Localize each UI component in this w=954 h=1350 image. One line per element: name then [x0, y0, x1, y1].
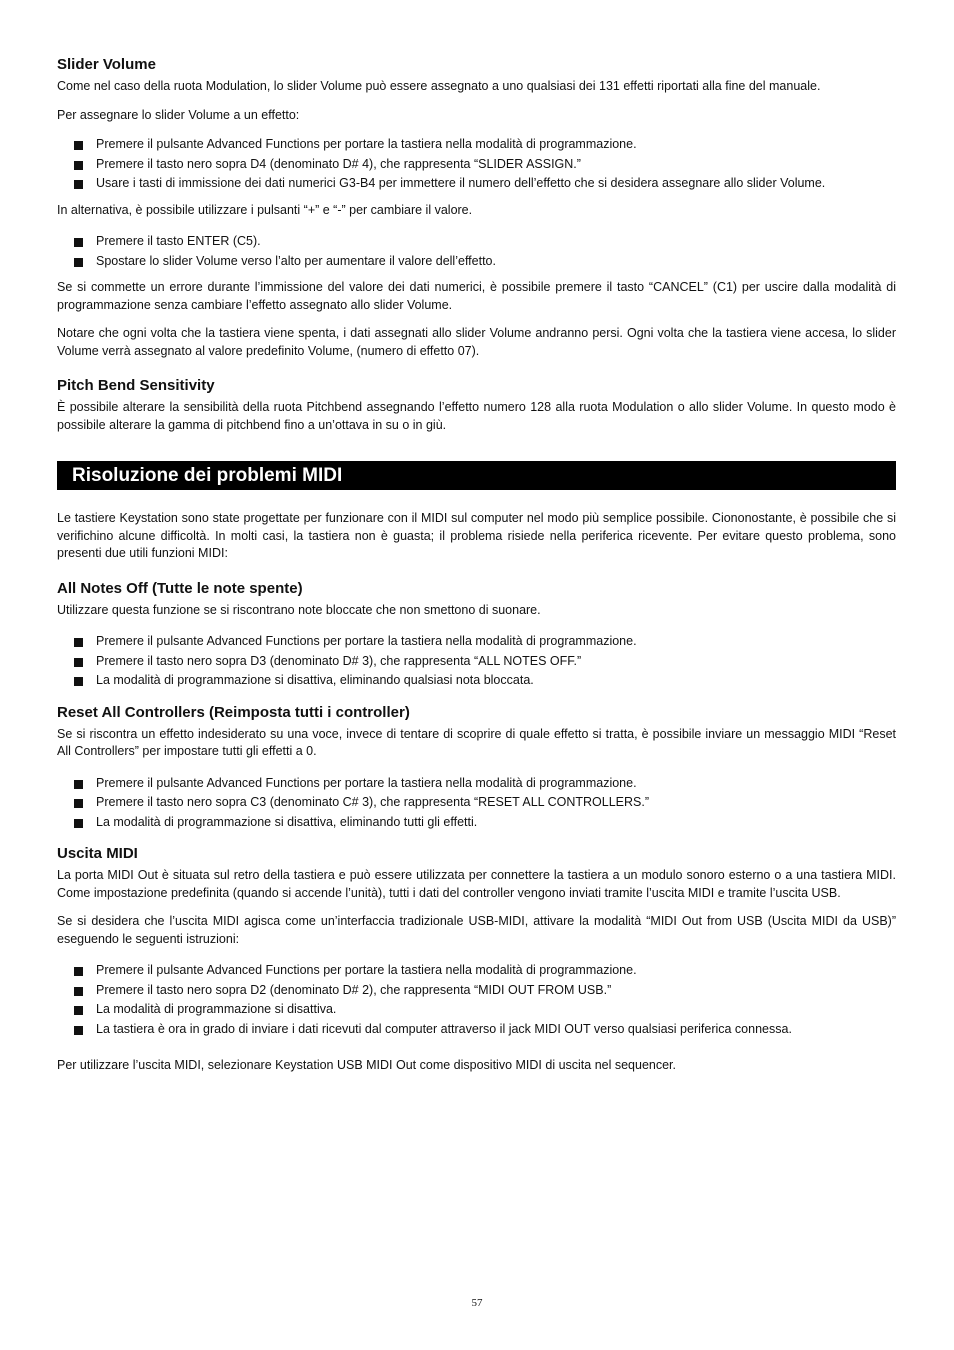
square-bullet-icon: [74, 799, 83, 808]
paragraph: Se si commette un errore durante l’immissione del valore dei dati numerici, è possibile premere il tasto “CANCEL” (C1) per uscire dalla modalità di programmazione senza cambiare l’effetto assegnato allo slider Volume.: [57, 280, 896, 312]
square-bullet-icon: [74, 1006, 83, 1015]
list-item: Premere il tasto ENTER (C5).: [57, 232, 896, 252]
paragraph: Come nel caso della ruota Modulation, lo slider Volume può essere assegnato a uno qualsiasi dei 131 effetti riportati alla fine del manuale.: [57, 79, 821, 93]
heading-pitch-bend: Pitch Bend Sensitivity: [57, 377, 215, 394]
paragraph: È possibile alterare la sensibilità della ruota Pitchbend assegnando l’effetto numero 128 alla ruota Modulation o allo slider Volume. In questo modo è possibile alterare la gamma di pitchbend fino a un’ottava in su o in giù.: [57, 400, 896, 432]
bullet-list: [57, 232, 896, 271]
paragraph: In alternativa, è possibile utilizzare i pulsanti “+” e “-” per cambiare il valore.: [57, 202, 473, 217]
bullet-list: [57, 135, 896, 194]
paragraph: Notare che ogni volta che la tastiera viene spenta, i dati assegnati allo slider Volume andranno persi. Ogni volta che la tastiera viene accesa, lo slider Volume verrà assegnato al valore predefinito Volume, (numero di effetto 07).: [57, 326, 896, 358]
list-item: Premere il pulsante Advanced Functions per portare la tastiera nella modalità di programmazione.: [57, 774, 896, 794]
list-item: La modalità di programmazione si disattiva.: [57, 1000, 896, 1020]
list-item: Spostare lo slider Volume verso l’alto per aumentare il valore dell’effetto.: [57, 252, 896, 272]
list-item: La tastiera è ora in grado di inviare i dati ricevuti dal computer attraverso il jack MIDI OUT verso qualsiasi periferica connessa.: [57, 1020, 896, 1040]
list-item: Premere il pulsante Advanced Functions per portare la tastiera nella modalità di programmazione.: [57, 632, 896, 652]
list-item: Premere il tasto nero sopra D4 (denominato D# 4), che rappresenta “SLIDER ASSIGN.”: [57, 155, 896, 175]
list-item: La modalità di programmazione si disattiva, eliminando tutti gli effetti.: [57, 813, 896, 833]
square-bullet-icon: [74, 967, 83, 976]
square-bullet-icon: [74, 780, 83, 789]
paragraph: Per assegnare lo slider Volume a un effetto:: [57, 107, 300, 122]
list-item: Premere il tasto nero sopra D2 (denominato D# 2), che rappresenta “MIDI OUT FROM USB.”: [57, 981, 896, 1001]
list-item: La modalità di programmazione si disattiva, eliminando qualsiasi nota bloccata.: [57, 671, 896, 691]
square-bullet-icon: [74, 238, 83, 247]
list-item: Usare i tasti di immissione dei dati numerici G3-B4 per immettere il numero dell’effetto che si desidera assegnare allo slider Volume.: [57, 174, 896, 194]
list-item: Premere il pulsante Advanced Functions per portare la tastiera nella modalità di programmazione.: [57, 961, 896, 981]
paragraph: Utilizzare questa funzione se si riscontrano note bloccate che non smettono di suonare.: [57, 602, 541, 617]
section-title-bar: Risoluzione dei problemi MIDI: [57, 461, 896, 490]
page-number: 57: [471, 1297, 483, 1309]
heading-uscita-midi: Uscita MIDI: [57, 845, 138, 862]
heading-reset-all-controllers: Reset All Controllers (Reimposta tutti i controller): [57, 703, 410, 721]
paragraph: Le tastiere Keystation sono state progettate per funzionare con il MIDI sul computer nel modo più semplice possibile. Ciononostante, è possibile che si verifichino alcune difficoltà. In molti casi, la tastiera non è guasta; il problema risiede nella periferica ricevente. Per evitare questo problema, sono presenti due utili funzioni MIDI:: [57, 511, 896, 560]
square-bullet-icon: [74, 987, 83, 996]
bullet-list: [57, 632, 896, 691]
paragraph: Se si desidera che l’uscita MIDI agisca come un’interfaccia tradizionale USB-MIDI, attivare la modalità “MIDI Out from USB (Uscita MIDI da USB)” eseguendo le seguenti istruzioni:: [57, 914, 896, 946]
paragraph: Se si riscontra un effetto indesiderato su una voce, invece di tentare di scoprire di quale effetto si tratta, è possibile inviare un messaggio MIDI “Reset All Controllers” per impostare tutti gli effetti a 0.: [57, 726, 896, 758]
page-content: [57, 55, 896, 1086]
square-bullet-icon: [74, 658, 83, 667]
paragraph: Per utilizzare l’uscita MIDI, selezionare Keystation USB MIDI Out come dispositivo MIDI di uscita nel sequencer.: [57, 1058, 677, 1072]
heading-all-notes-off: All Notes Off (Tutte le note spente): [57, 579, 303, 597]
square-bullet-icon: [74, 141, 83, 150]
heading-slider-volume: Slider Volume: [57, 56, 156, 73]
bullet-list: [57, 961, 896, 1039]
square-bullet-icon: [74, 161, 83, 170]
square-bullet-icon: [74, 819, 83, 828]
square-bullet-icon: [74, 1026, 83, 1035]
square-bullet-icon: [74, 258, 83, 267]
list-item: Premere il tasto nero sopra D3 (denominato D# 3), che rappresenta “ALL NOTES OFF.”: [57, 652, 896, 672]
paragraph: La porta MIDI Out è situata sul retro della tastiera e può essere utilizzata per connettere la tastiera a un modulo sonoro esterno o a una tastiera MIDI. Come impostazione predefinita (quando si accende l’unità), tutti i dati del controller vengono inviati tramite l’uscita MIDI e tramite l’uscita USB.: [57, 868, 896, 900]
list-item: Premere il pulsante Advanced Functions per portare la tastiera nella modalità di programmazione.: [57, 135, 896, 155]
square-bullet-icon: [74, 638, 83, 647]
square-bullet-icon: [74, 677, 83, 686]
square-bullet-icon: [74, 180, 83, 189]
bullet-list: [57, 774, 896, 833]
list-item: Premere il tasto nero sopra C3 (denominato C# 3), che rappresenta “RESET ALL CONTROLLERS.”: [57, 793, 896, 813]
